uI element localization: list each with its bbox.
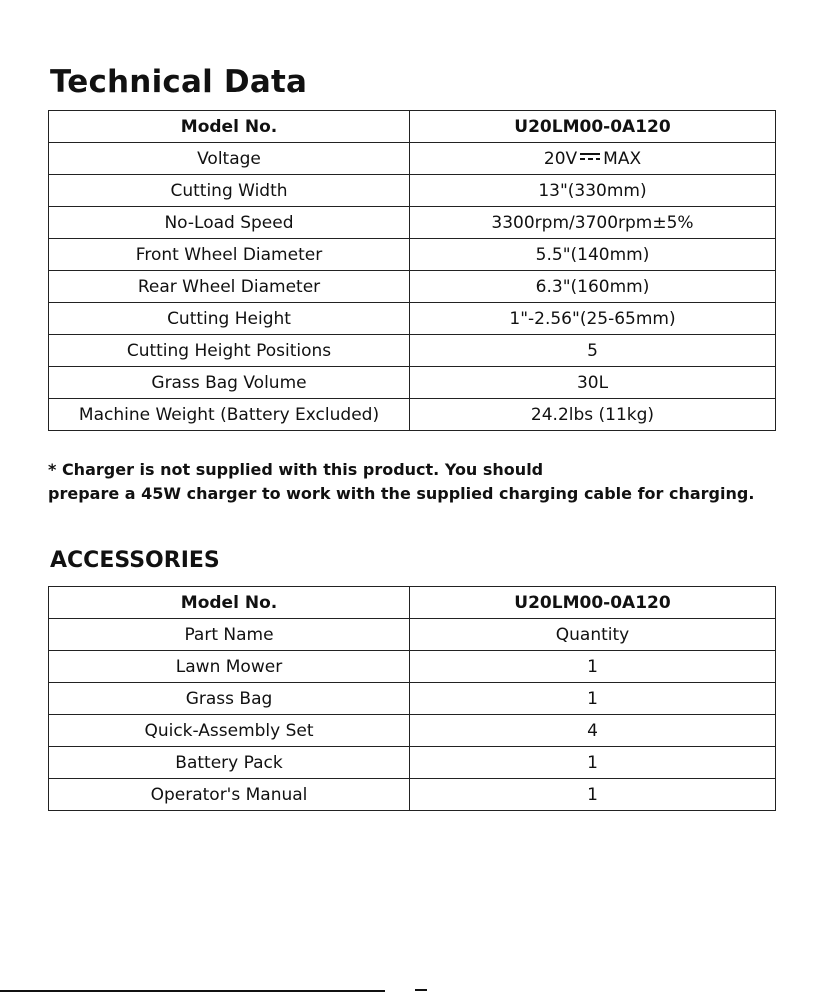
technical-data-title: Technical Data bbox=[50, 64, 308, 100]
spec-label: Front Wheel Diameter bbox=[49, 239, 410, 271]
charger-note-line: prepare a 45W charger to work with the supplied charging cable for charging. bbox=[48, 484, 755, 503]
table-row bbox=[49, 143, 776, 175]
spec-value: 3300rpm/3700rpm±5% bbox=[410, 207, 776, 239]
table-row bbox=[49, 335, 776, 367]
header-model-value: U20LM00-0A120 bbox=[410, 111, 776, 143]
spec-label: No-Load Speed bbox=[49, 207, 410, 239]
table-row bbox=[49, 271, 776, 303]
page-marker bbox=[415, 989, 427, 991]
table-row bbox=[49, 715, 776, 747]
header-model-value: U20LM00-0A120 bbox=[410, 587, 776, 619]
spec-value: 1"-2.56"(25-65mm) bbox=[410, 303, 776, 335]
part-label: Battery Pack bbox=[49, 747, 410, 779]
table-header-row bbox=[49, 587, 776, 619]
spec-value: 6.3"(160mm) bbox=[410, 271, 776, 303]
header-model-label: Model No. bbox=[49, 587, 410, 619]
spec-label: Rear Wheel Diameter bbox=[49, 271, 410, 303]
table-row bbox=[49, 651, 776, 683]
table-row bbox=[49, 239, 776, 271]
charger-note-line: * Charger is not supplied with this product. You should bbox=[48, 460, 544, 479]
table-row bbox=[49, 399, 776, 431]
footer-divider bbox=[0, 990, 385, 992]
part-quantity: 1 bbox=[410, 747, 776, 779]
spec-value: 5 bbox=[410, 335, 776, 367]
spec-value: 13"(330mm) bbox=[410, 175, 776, 207]
spec-label: Voltage bbox=[49, 143, 410, 175]
spec-value bbox=[410, 143, 776, 175]
spec-label: Cutting Width bbox=[49, 175, 410, 207]
accessories-title: ACCESSORIES bbox=[50, 548, 220, 573]
part-label: Operator's Manual bbox=[49, 779, 410, 811]
table-header-row bbox=[49, 111, 776, 143]
table-row bbox=[49, 303, 776, 335]
charger-note bbox=[48, 458, 818, 506]
table-row bbox=[49, 175, 776, 207]
accessories-table bbox=[48, 586, 776, 811]
spec-label: Grass Bag Volume bbox=[49, 367, 410, 399]
table-row bbox=[49, 747, 776, 779]
table-row bbox=[49, 683, 776, 715]
spec-value: 24.2lbs (11kg) bbox=[410, 399, 776, 431]
part-label: Grass Bag bbox=[49, 683, 410, 715]
spec-value: 30L bbox=[410, 367, 776, 399]
table-row bbox=[49, 367, 776, 399]
part-quantity: Quantity bbox=[410, 619, 776, 651]
part-quantity: 1 bbox=[410, 651, 776, 683]
part-quantity: 4 bbox=[410, 715, 776, 747]
voltage-value: 20V bbox=[543, 148, 578, 169]
table-row bbox=[49, 207, 776, 239]
spec-value: 5.5"(140mm) bbox=[410, 239, 776, 271]
part-label: Lawn Mower bbox=[49, 651, 410, 683]
table-row bbox=[49, 779, 776, 811]
spec-label: Cutting Height Positions bbox=[49, 335, 410, 367]
dc-current-icon bbox=[580, 153, 600, 161]
header-model-label: Model No. bbox=[49, 111, 410, 143]
voltage-suffix: MAX bbox=[603, 148, 642, 169]
table-row bbox=[49, 619, 776, 651]
spec-label: Cutting Height bbox=[49, 303, 410, 335]
spec-label: Machine Weight (Battery Excluded) bbox=[49, 399, 410, 431]
part-label: Quick-Assembly Set bbox=[49, 715, 410, 747]
part-quantity: 1 bbox=[410, 683, 776, 715]
part-label: Part Name bbox=[49, 619, 410, 651]
technical-data-table bbox=[48, 110, 776, 431]
part-quantity: 1 bbox=[410, 779, 776, 811]
